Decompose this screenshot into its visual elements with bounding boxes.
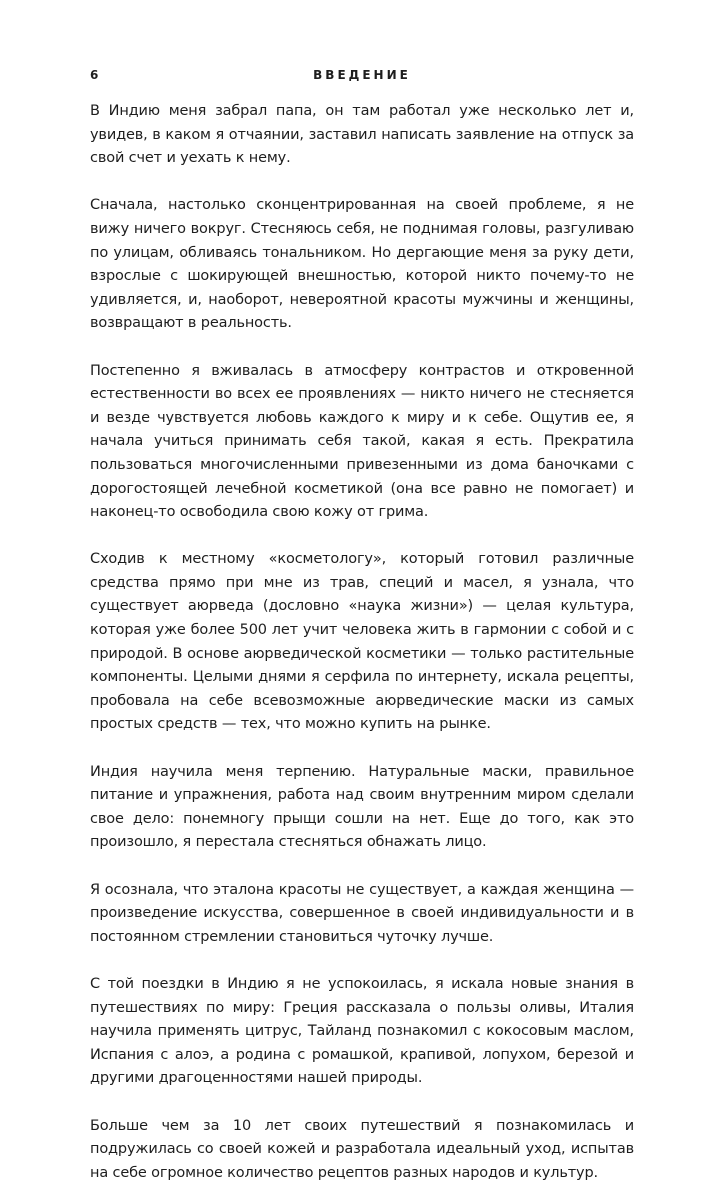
running-title: ВВЕДЕНИЕ [313, 68, 411, 82]
paragraph: Сходив к местному «косметологу», который готовил различные средства прямо при мне из трав, специй и масел, я узнала, что существует аюрведа (дословно «наука жизни») — целая культура, которая уже более 500 лет учит человека жить в гармонии с собой и с природой. В основе аюрведической косметики — только растительные компоненты. Целыми днями я серфила по интернету, искала рецепты, пробовала на себе всевозможные аюрведические маски из самых простых средств — тех, что можно купить на рынке. [90, 551, 634, 733]
paragraph: Индия научила меня терпению. Натуральные маски, правильное питание и упражнения, работа над своим внутренним миром сделали свое дело: понемногу прыщи сошли на нет. Еще до того, как это произошло, я перестала стесняться обнажать лицо. [90, 763, 634, 851]
paragraph: В Индию меня забрал папа, он там работал уже несколько лет и, увидев, в каком я отчаянии, заставил написать заявление на отпуск за свой счет и уехать к нему. [90, 103, 634, 167]
paragraph: Я осознала, что эталона красоты не существует, а каждая женщина — произведение искусства, совершенное в своей индивидуальности и в постоянном стремлении становиться чуточку лучше. [90, 881, 634, 945]
page-header [90, 68, 634, 88]
paragraph: С той поездки в Индию я не успокоилась, я искала новые знания в путешествиях по миру: Греция рассказала о пользы оливы, Италия научила применять цитрус, Тайланд познакомил с кокосовым маслом, Испания с алоэ, а родина с ромашкой, крапивой, лопухом, березой и другими драгоценностями нашей природы. [90, 975, 634, 1087]
paragraph: Сначала, настолько сконцентрированная на своей проблеме, я не вижу ничего вокруг. Стесняюсь себя, не поднимая головы, разгуливаю по улицам, обливаясь тональником. Но дергающие меня за руку дети, взрослые с шокирующей внешностью, которой никто почему-то не удивляется, и, наоборот, невероятной красоты мужчины и женщины, возвращают в реальность. [90, 197, 634, 332]
page-number: 6 [90, 68, 99, 82]
paragraph: Постепенно я вживалась в атмосферу контрастов и откровенной естественности во всех ее проявлениях — никто ничего не стесняется и везде чувствуется любовь каждого к миру и к себе. Ощутив ее, я начала учиться принимать себя такой, какая я есть. Прекратила пользоваться многочисленными привезенными из дома баночками с дорогостоящей лечебной косметикой (она все равно не помогает) и наконец-то освободила свою кожу от грима. [90, 362, 634, 521]
page-body [90, 100, 634, 1185]
paragraph: Больше чем за 10 лет своих путешествий я познакомилась и подружилась со своей кожей и разработала идеальный уход, испытав на себе огромное количество рецептов разных народов и культур. [90, 1117, 634, 1181]
